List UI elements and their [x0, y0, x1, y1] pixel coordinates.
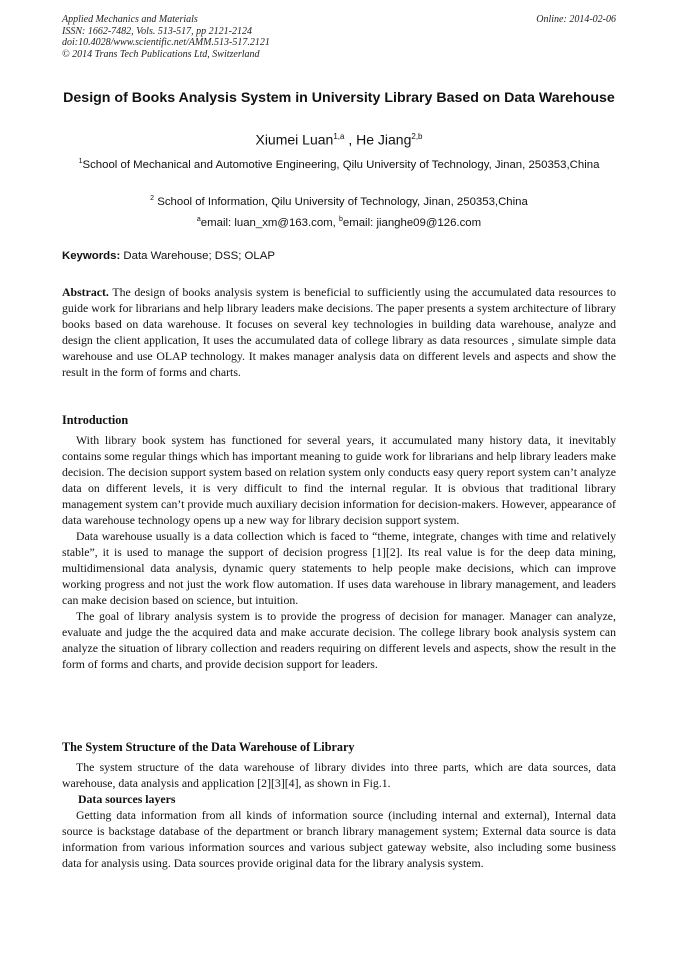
issn-line: ISSN: 1662-7482, Vols. 513-517, pp 2121-2124 — [62, 25, 252, 37]
email-mark: a — [196, 216, 201, 223]
subsection-heading: Data sources layers — [78, 792, 176, 806]
email-line — [62, 213, 616, 230]
affiliation-2 — [62, 192, 616, 209]
introduction-section — [62, 413, 616, 672]
journal-header — [62, 14, 270, 60]
author-affiliation-mark: 1,a — [333, 132, 345, 141]
email-mark: b — [338, 216, 343, 223]
author-name: Xiumei Luan — [255, 131, 334, 148]
abstract-label: Abstract. — [62, 285, 109, 299]
body-paragraph: With library book system has functioned for several years, it accumulated many history data, it inevitably contains some regular things which has important meaning to guide work for librarians and help library leaders make decision. The decision support system based on relation system only conducts easy query report system can’t analyze data on different levels, it is very difficult to find the internal regular. It is obvious that traditional library management system can’t provide much auxiliary decision information for decision-makers. However, appearance of data warehouse technology opens up a new way for library decision support system. — [62, 433, 616, 527]
author-affiliation-mark: 2,b — [411, 132, 423, 141]
paper-title: Design of Books Analysis System in University Library Based on Data Warehouse — [63, 90, 615, 106]
body-paragraph: Getting data information from all kinds of information source (including internal and external), Internal data source is backstage database of the department or branch library management system; External data source is data information from various information sources and various subject gateway website, also including some business data for analysis using. Data sources provide original data for the library analysis system. — [62, 808, 616, 870]
section-heading: Introduction — [62, 413, 129, 427]
affiliation-mark: 2 — [150, 195, 155, 202]
abstract-text: The design of books analysis system is beneficial to sufficiently using the accumulated data resources to guide work for librarians and help library leaders make decisions. The paper presents a system architecture of library books based on data warehouse. It focuses on several key technologies in building data warehouse, analyze and design the client application, It uses the accumulated data of college library as data resources , simulate simple data warehouse and use OLAP technology. It makes manager analysis data on different levels and aspects and show the result in the form of forms and charts. — [62, 285, 616, 379]
email-text: email: luan_xm@163.com, — [200, 216, 339, 229]
keywords — [62, 249, 616, 263]
journal-name: Applied Mechanics and Materials — [62, 14, 198, 25]
author-name: He Jiang — [356, 131, 412, 148]
author-separator: , — [344, 131, 357, 148]
online-date: Online: 2014-02-06 — [536, 14, 616, 25]
copyright-line: © 2014 Trans Tech Publications Ltd, Switzerland — [62, 48, 260, 60]
system-structure-section — [62, 740, 616, 871]
body-paragraph: The goal of library analysis system is to provide the progress of decision for manager. Manager can analyze, evaluate and judge the the acquired data and make accurate decision. The college library book analysis system can analyze the situation of library collection and readers requiring on different levels and aspects, show the result in the form of forms and charts, and provide decision support for leaders. — [62, 609, 616, 671]
doi-line: doi:10.4028/www.scientific.net/AMM.513-517.2121 — [62, 37, 270, 48]
affiliation-1 — [62, 155, 616, 172]
abstract — [62, 284, 616, 380]
keywords-text: Data Warehouse; DSS; OLAP — [120, 250, 275, 262]
affiliation-text: School of Information, Qilu University of Technology, Jinan, 250353,China — [154, 195, 528, 208]
author-line — [62, 128, 616, 149]
section-heading: The System Structure of the Data Warehouse of Library — [62, 740, 355, 754]
affiliation-mark: 1 — [78, 158, 83, 165]
email-text: email: jianghe09@126.com — [342, 216, 482, 229]
body-paragraph: The system structure of the data warehouse of library divides into three parts, which are data sources, data warehouse, data analysis and application [2][3][4], as shown in Fig.1. — [62, 760, 616, 790]
body-paragraph: Data warehouse usually is a data collection which is faced to “theme, integrate, changes with time and relatively stable”, it is used to manage the support of decision progress [1][2]. Its real value is for the deep data mining, multidimensional data analysis, dynamic query statements to help people make decisions, which can improve working progress and not just the work flow automation. If uses data warehouse in library management, and leaders can make decision based on science, but intuition. — [62, 529, 616, 607]
affiliation-text: School of Mechanical and Automotive Engineering, Qilu University of Technology, Jinan, 250353,China — [82, 158, 600, 171]
keywords-label: Keywords: — [62, 250, 121, 262]
